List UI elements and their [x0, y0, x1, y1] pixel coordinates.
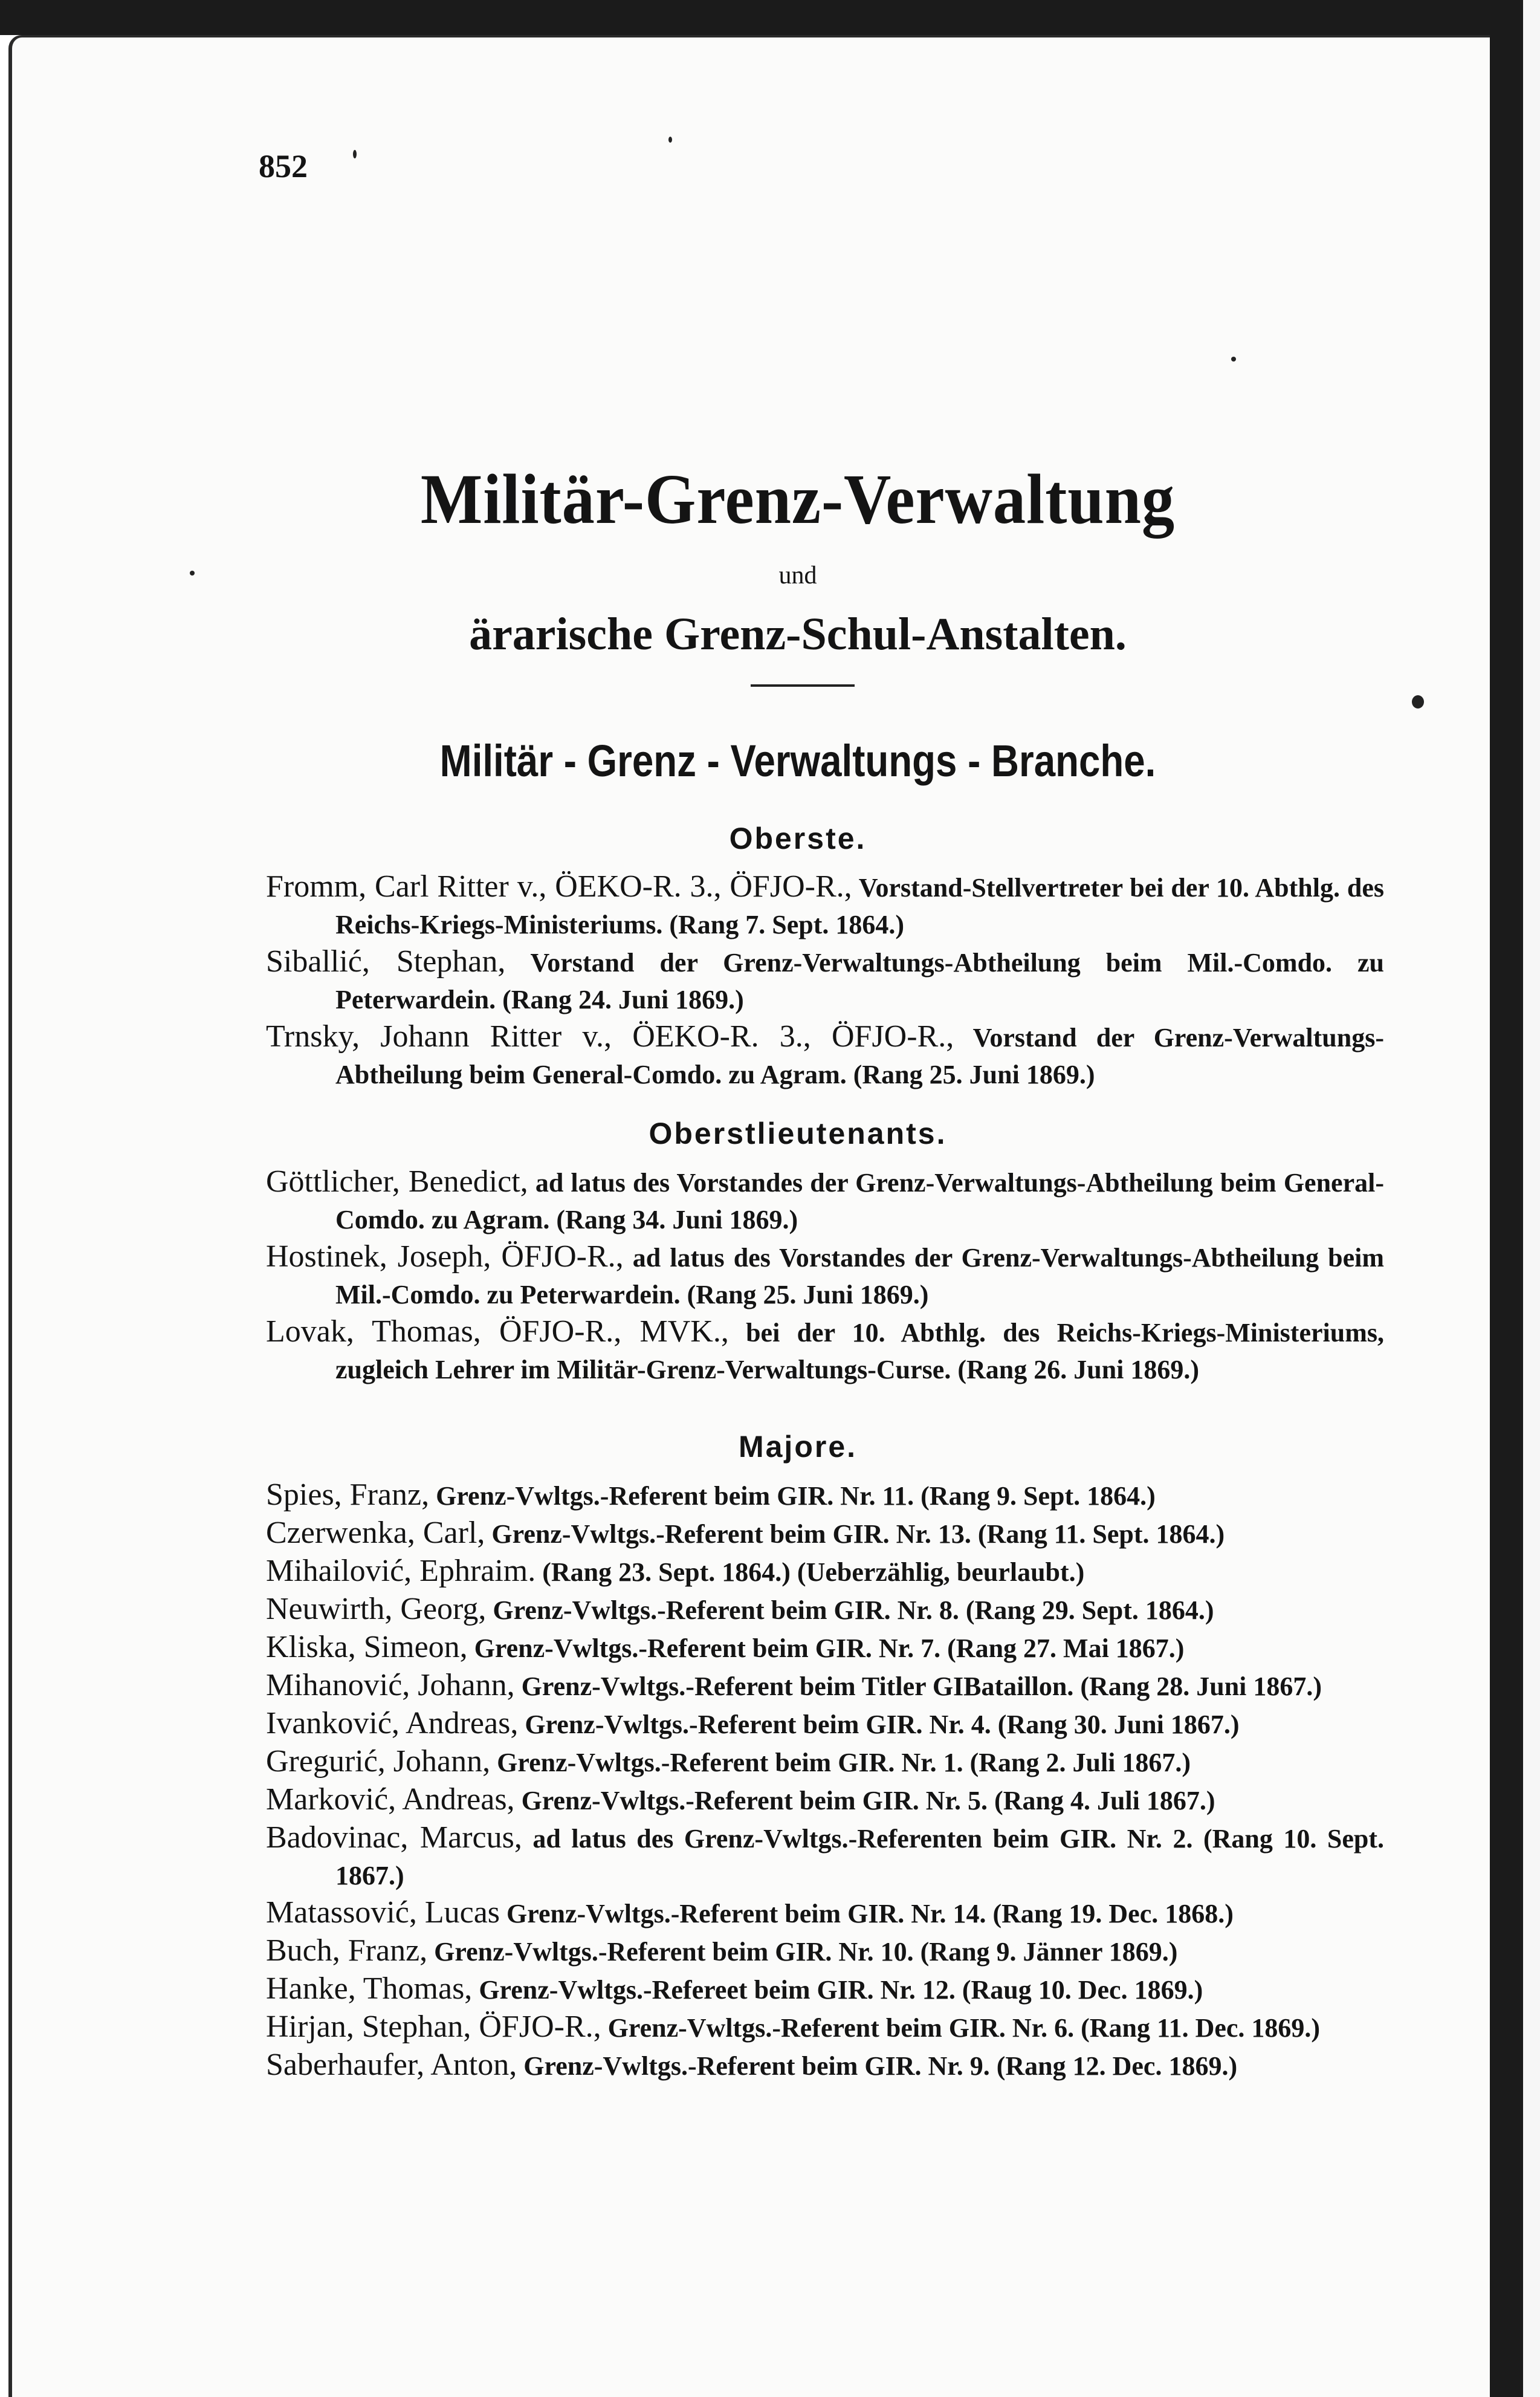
section-heading-oberste: Oberste.	[729, 822, 867, 855]
section-heading-oberstlieutenants: Oberstlieutenants.	[649, 1117, 947, 1150]
entry-name: Marković, Andreas,	[266, 1782, 515, 1817]
entry-text: bei der 10. Abthlg. des Reichs-Kriegs-Ministeriums, zugleich Lehrer im Militär-Grenz-Verwaltungs-Curse. (Rang 26. Juni 1869.)	[335, 1318, 1384, 1384]
entry-text: Grenz-Vwltgs.-Referent beim GIR. Nr. 8. (Rang 29. Sept. 1864.)	[486, 1595, 1214, 1625]
entries-majore	[266, 1476, 1384, 2084]
entry-hirjan	[266, 2008, 1384, 2046]
entry-name: Spies, Franz,	[266, 1477, 430, 1512]
entry-text: Grenz-Vwltgs.-Referent beim GIR. Nr. 11. (Rang 9. Sept. 1864.)	[429, 1481, 1156, 1511]
scan-top-border	[0, 0, 1540, 35]
branch-heading: Militär - Grenz - Verwaltungs - Branche.	[439, 736, 1156, 786]
entry-name: Ivanković, Andreas,	[266, 1706, 519, 1740]
entry-name: Trnsky, Johann Ritter v., ÖEKO-R. 3., ÖFJO-R.,	[266, 1019, 954, 1054]
entry-name: Fromm, Carl Ritter v., ÖEKO-R. 3., ÖFJO-R.,	[266, 869, 852, 904]
entry-text: Grenz-Vwltgs.-Referent beim GIR. Nr. 5. (Rang 4. Juli 1867.)	[514, 1786, 1215, 1815]
entry-hanke	[266, 1970, 1384, 2008]
entry-name: Gregurić, Johann,	[266, 1744, 491, 1779]
entry-text: Grenz-Vwltgs.-Referent beim GIR. Nr. 1. (Rang 2. Juli 1867.)	[490, 1748, 1191, 1777]
entry-name: Göttlicher, Benedict,	[266, 1164, 528, 1199]
title-divider	[751, 684, 855, 687]
entry-hostinek	[266, 1238, 1384, 1313]
entries-oberste	[266, 868, 1384, 1093]
entry-kliska	[266, 1629, 1384, 1667]
entry-fromm	[266, 868, 1384, 943]
entry-text: (Rang 23. Sept. 1864.) (Ueberzählig, beurlaubt.)	[535, 1557, 1085, 1587]
entry-name: Mihailović, Ephraim.	[266, 1554, 536, 1588]
entry-markovic	[266, 1781, 1384, 1819]
entry-greguric	[266, 1743, 1384, 1781]
entry-text: Grenz-Vwltgs.-Referent beim GIR. Nr. 14. (Rang 19. Dec. 1868.)	[500, 1899, 1234, 1928]
entry-name: Siballić, Stephan,	[266, 944, 506, 979]
entry-name: Saberhaufer, Anton,	[266, 2048, 517, 2082]
page-title: Militär-Grenz-Verwaltung	[420, 459, 1176, 539]
entry-name: Hirjan, Stephan, ÖFJO-R.,	[266, 2009, 601, 2044]
entry-name: Buch, Franz,	[266, 1933, 428, 1968]
entry-matassovic	[266, 1894, 1384, 1932]
entry-badovinac	[266, 1819, 1384, 1894]
entry-name: Neuwirth, Georg,	[266, 1592, 487, 1626]
entry-name: Hanke, Thomas,	[266, 1971, 473, 2006]
title-conjunction: und	[778, 562, 817, 589]
entry-trnsky	[266, 1018, 1384, 1093]
entry-neuwirth	[266, 1591, 1384, 1629]
entry-text: Grenz-Vwltgs.-Referent beim GIR. Nr. 13. (Rang 11. Sept. 1864.)	[485, 1519, 1225, 1549]
entry-text: Grenz-Vwltgs.-Referent beim Titler GIBataillon. (Rang 28. Juni 1867.)	[514, 1672, 1322, 1701]
entry-text: Grenz-Vwltgs.-Refereet beim GIR. Nr. 12. (Raug 10. Dec. 1869.)	[472, 1975, 1203, 2005]
entry-spies	[266, 1476, 1384, 1514]
entries-oberstlieutenants	[266, 1163, 1384, 1388]
entry-saberhaufer	[266, 2046, 1384, 2084]
entry-text: ad latus des Grenz-Vwltgs.-Referenten beim GIR. Nr. 2. (Rang 10. Sept. 1867.)	[335, 1824, 1384, 1890]
entry-text: ad latus des Vorstandes der Grenz-Verwaltungs-Abtheilung beim General-Comdo. zu Agram. (Rang 34. Juni 1869.)	[335, 1168, 1384, 1234]
entry-lovak	[266, 1313, 1384, 1388]
entry-text: Grenz-Vwltgs.-Referent beim GIR. Nr. 9. (Rang 12. Dec. 1869.)	[517, 2051, 1238, 2081]
entry-mihanovic	[266, 1667, 1384, 1705]
entry-text: Grenz-Vwltgs.-Referent beim GIR. Nr. 4. (Rang 30. Juni 1867.)	[518, 1710, 1240, 1739]
page-subtitle: ärarische Grenz-Schul-Anstalten.	[469, 609, 1127, 660]
entry-name: Matassović, Lucas	[266, 1895, 500, 1930]
entry-text: Grenz-Vwltgs.-Referent beim GIR. Nr. 7. (Rang 27. Mai 1867.)	[467, 1633, 1185, 1663]
entry-text: Vorstand-Stellvertreter bei der 10. Abthlg. des Reichs-Kriegs-Ministeriums. (Rang 7. Sept. 1864.)	[335, 873, 1384, 939]
scan-right-margin	[1523, 0, 1540, 2397]
entry-ivankovic	[266, 1705, 1384, 1743]
entry-text: Vorstand der Grenz-Verwaltungs-Abtheilung beim Mil.-Comdo. zu Peterwardein. (Rang 24. Juni 1869.)	[335, 948, 1384, 1014]
entry-buch	[266, 1932, 1384, 1970]
ink-speck	[353, 150, 357, 158]
entry-name: Kliska, Simeon,	[266, 1630, 468, 1664]
section-heading-majore: Majore.	[738, 1430, 858, 1464]
entry-name: Hostinek, Joseph, ÖFJO-R.,	[266, 1239, 624, 1274]
ink-speck	[1412, 695, 1424, 709]
entry-text: Grenz-Vwltgs.-Referent beim GIR. Nr. 6. (Rang 11. Dec. 1869.)	[601, 2013, 1321, 2043]
entry-text: ad latus des Vorstandes der Grenz-Verwaltungs-Abtheilung beim Mil.-Comdo. zu Peterwardein. (Rang 25. Juni 1869.)	[335, 1243, 1385, 1309]
page-number: 852	[259, 148, 308, 184]
entry-text: Grenz-Vwltgs.-Referent beim GIR. Nr. 10. (Rang 9. Jänner 1869.)	[427, 1937, 1178, 1967]
entry-siballic	[266, 943, 1384, 1018]
ink-speck	[1231, 357, 1236, 362]
entry-name: Badovinac, Marcus,	[266, 1820, 522, 1855]
ink-speck	[668, 137, 672, 143]
entry-czerwenka	[266, 1514, 1384, 1552]
entry-text: Vorstand der Grenz-Verwaltungs-Abtheilung beim General-Comdo. zu Agram. (Rang 25. Juni 1869.)	[335, 1023, 1384, 1089]
entry-goettlicher	[266, 1163, 1384, 1238]
entry-name: Mihanović, Johann,	[266, 1668, 515, 1702]
entry-mihailovic	[266, 1552, 1384, 1591]
entry-name: Czerwenka, Carl,	[266, 1516, 485, 1550]
entry-name: Lovak, Thomas, ÖFJO-R., MVK.,	[266, 1314, 729, 1349]
